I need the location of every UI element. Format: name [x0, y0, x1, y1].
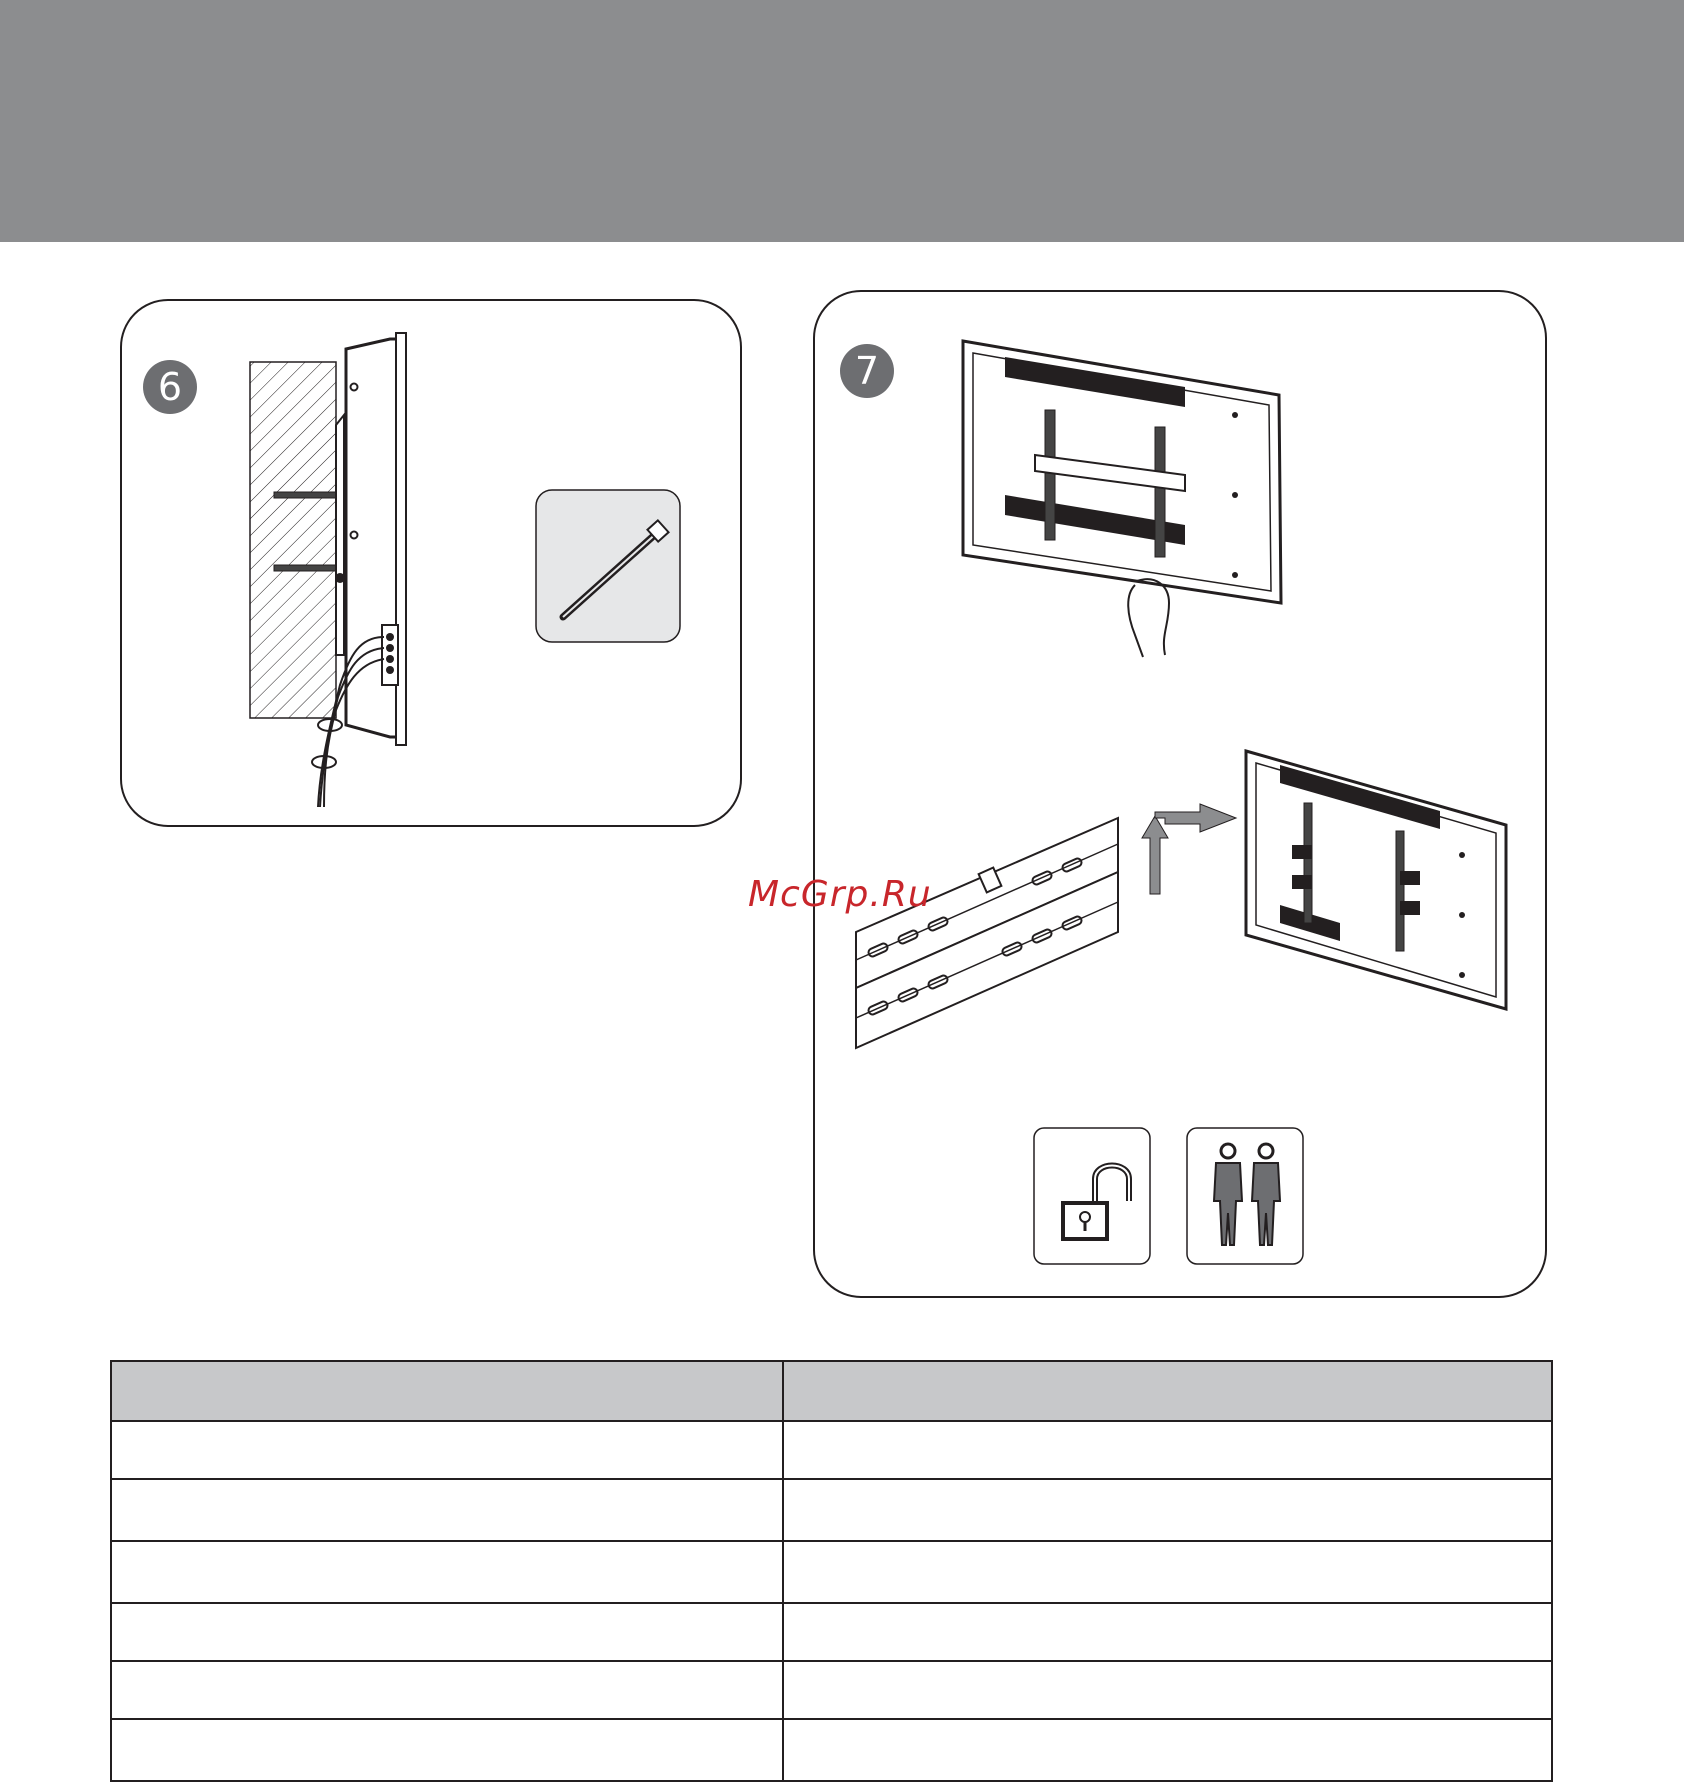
- unlock-icon: [1033, 1127, 1151, 1265]
- table-header-cell: [111, 1361, 783, 1421]
- wall-mount-side-view-illustration: [240, 325, 430, 810]
- table-cell: [111, 1661, 783, 1719]
- tv-back-mounted-illustration: [1240, 745, 1510, 1015]
- table-cell: [111, 1421, 783, 1479]
- table-cell: [111, 1479, 783, 1541]
- table-cell: [111, 1541, 783, 1603]
- table-cell: [783, 1603, 1552, 1661]
- lift-direction-arrow-icon: [1140, 808, 1240, 898]
- cable-tie-icon: [535, 489, 681, 643]
- wall-rail-illustration: [852, 812, 1122, 1052]
- step-7-badge: 7: [840, 344, 894, 398]
- header-band: [0, 0, 1684, 242]
- spec-table: [110, 1360, 1553, 1782]
- tv-back-hook-illustration: [955, 335, 1285, 655]
- table-header-row: [111, 1361, 1552, 1421]
- table-row: [111, 1421, 1552, 1479]
- two-person-lift-icon: [1186, 1127, 1304, 1265]
- table-row: [111, 1603, 1552, 1661]
- table-cell: [783, 1661, 1552, 1719]
- table-cell: [111, 1603, 783, 1661]
- table-cell: [783, 1541, 1552, 1603]
- table-header-cell: [783, 1361, 1552, 1421]
- table-cell: [783, 1479, 1552, 1541]
- table-cell: [111, 1719, 783, 1781]
- table-row: [111, 1479, 1552, 1541]
- table-cell: [783, 1719, 1552, 1781]
- watermark: McGrp.Ru: [748, 874, 932, 915]
- table-cell: [783, 1421, 1552, 1479]
- table-row: [111, 1541, 1552, 1603]
- table-row: [111, 1661, 1552, 1719]
- table-row: [111, 1719, 1552, 1781]
- step-6-badge: 6: [143, 360, 197, 414]
